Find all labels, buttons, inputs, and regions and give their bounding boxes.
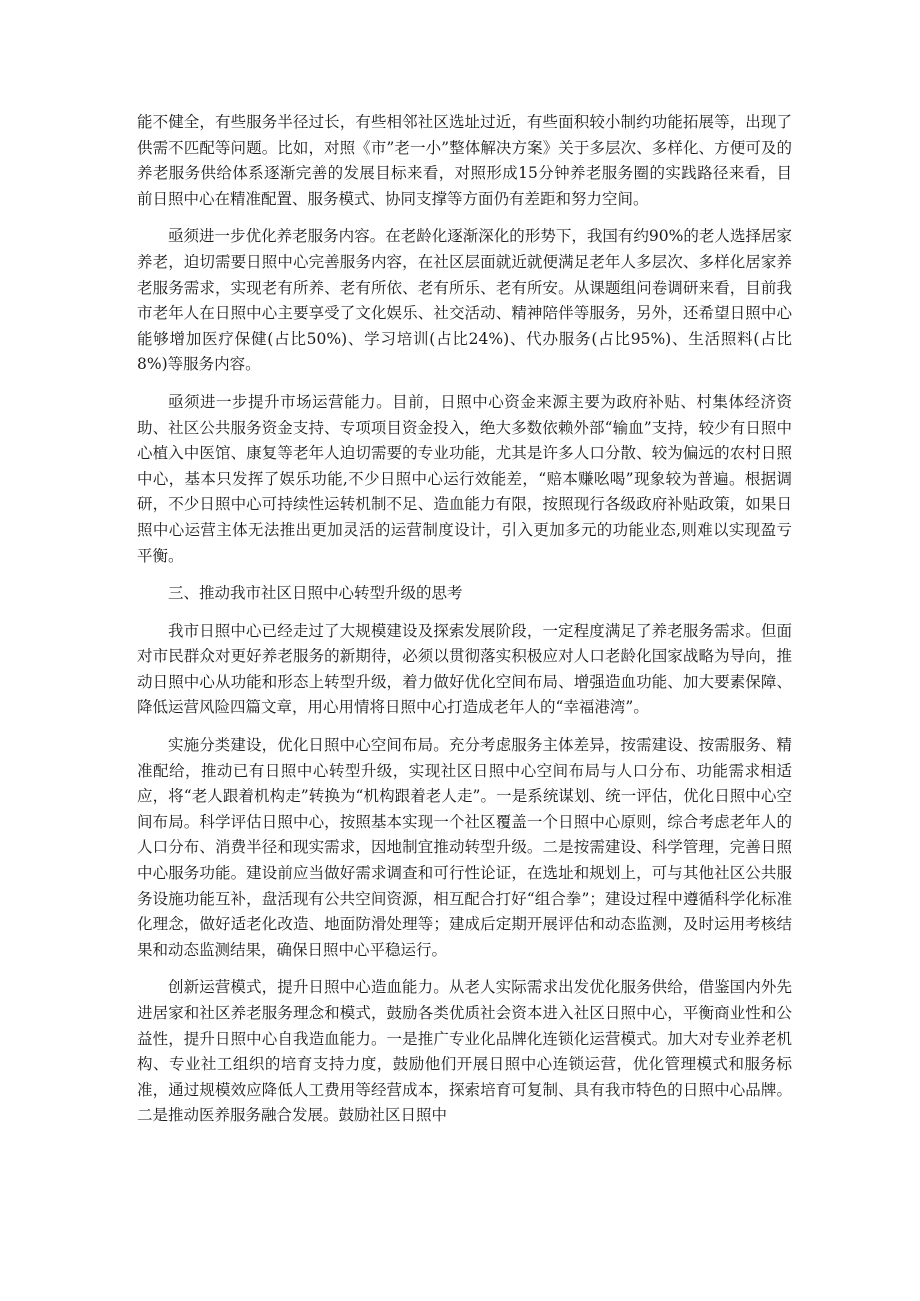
paragraph-spatial-layout: 实施分类建设，优化日照中心空间布局。充分考虑服务主体差异，按需建设、按需服务、精准配给，推动已有日照中心转型升级，实现社区日照中心空间布局与人口分布、功能需求相适应，将“老人跟着机构走”转换为“机构跟着老人走”。一是系统谋划、统一评估，优化日照中心空间布局。科学评估日照中心，按照基本实现一个社区覆盖一个日照中心原则，综合考虑老年人的人口分布、消费半径和现实需求，因地制宜推动转型升级。二是按需建设、科学管理，完善日照中心服务功能。建设前应当做好需求调查和可行性论证，在选址和规划上，可与其他社区公共服务设施功能互补，盘活现有公共空间资源，相互配合打好“组合拳”；建设过程中遵循科学化标准化理念，做好适老化改造、地面防滑处理等；建成后定期开展评估和动态监测，及时运用考核结果和动态监测结果，确保日照中心平稳运行。 xyxy=(137,736,792,959)
document-page xyxy=(137,110,792,1141)
paragraph-transformation-intro: 我市日照中心已经走过了大规模建设及探索发展阶段，一定程度满足了养老服务需求。但面对市民群众对更好养老服务的新期待，必须以贯彻落实积极应对人口老龄化国家战略为导向，推动日照中心从功能和形态上转型升级，着力做好优化空间布局、增强造血功能、加大要素保障、降低运营风险四篇文章，用心用情将日照中心打造成老年人的“幸福港湾”。 xyxy=(137,621,792,717)
section-heading: 三、推动我市社区日照中心转型升级的思考 xyxy=(168,584,463,603)
paragraph-market-operation: 亟须进一步提升市场运营能力。目前，日照中心资金来源主要为政府补贴、村集体经济资助、社区公共服务资金支持、专项项目资金投入，绝大多数依赖外部“输血”支持，较少有日照中心植入中医馆、康复等老年人迫切需要的专业功能，尤其是许多人口分散、较为偏远的农村日照中心，基本只发挥了娱乐功能,不少日照中心运行效能差，“赔本赚吆喝”现象较为普遍。根据调研，不少日照中心可持续性运转机制不足、造血能力有限，按照现行各级政府补贴政策，如果日照中心运营主体无法推出更加灵活的运营制度设计，引入更加多元的功能业态,则难以实现盈亏平衡。 xyxy=(137,392,792,565)
paragraph-continuation: 能不健全，有些服务半径过长，有些相邻社区选址过近，有些面积较小制约功能拓展等，出现了供需不匹配等问题。比如，对照《市”老一小”整体解决方案》关于多层次、多样化、方便可及的养老服务供给体系逐渐完善的发展目标来看，对照形成15分钟养老服务圈的实践路径来看，目前日照中心在精准配置、服务模式、协同支撑等方面仍有差距和努力空间。 xyxy=(137,113,792,208)
paragraph-optimize-service-content: 亟须进一步优化养老服务内容。在老龄化逐渐深化的形势下，我国有约90%的老人选择居家养老，迫切需要日照中心完善服务内容，在社区层面就近就便满足老年人多层次、多样化居家养老服务需求，实现老有所养、老有所依、老有所乐、老有所安。从课题组问卷调研来看，目前我市老年人在日照中心主要享受了文化娱乐、社交活动、精神陪伴等服务，另外，还希望日照中心能够增加医疗保健(占比50%)、学习培训(占比24%)、代办服务(占比95%)、生活照料(占比8%)等服务内容。 xyxy=(137,227,792,374)
paragraph-operation-model: 创新运营模式，提升日照中心造血能力。从老人实际需求出发优化服务供给，借鉴国内外先进居家和社区养老服务理念和模式，鼓励各类优质社会资本进入社区日照中心，平衡商业性和公益性，提升日照中心自我造血能力。一是推广专业化品牌化连锁化运营模式。加大对专业养老机构、专业社工组织的培育支持力度，鼓励他们开展日照中心连锁运营，优化管理模式和服务标准，通过规模效应降低人工费用等经营成本，探索培育可复制、具有我市特色的日照中心品牌。二是推动医养服务融合发展。鼓励社区日照中 xyxy=(137,978,792,1125)
